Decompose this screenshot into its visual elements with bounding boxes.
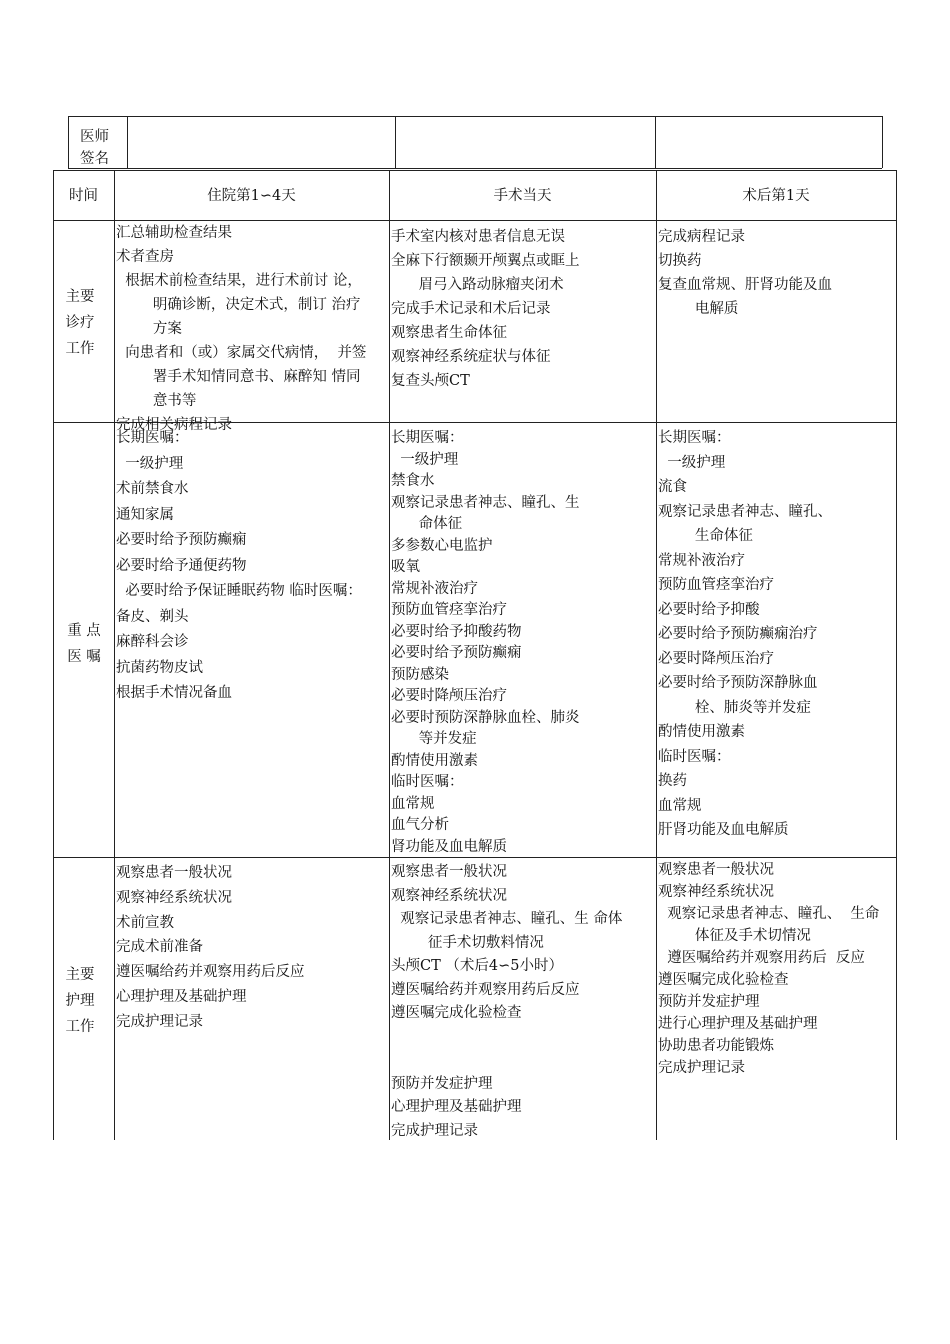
text-line: 切换药: [658, 253, 702, 269]
text-line: 署手术知情同意书、麻醉知 情同: [116, 369, 361, 385]
cell-main-work-col2: [391, 225, 580, 393]
sig-divider-1: [127, 116, 128, 168]
text-line: 预防血管痉挛治疗: [658, 577, 774, 593]
grid-col-c: [656, 170, 657, 1140]
sig-border-bottom: [68, 168, 882, 169]
text-line: 体征及手术切情况: [658, 928, 811, 944]
text-line: 遵医嘱给药并观察用药后反应: [116, 964, 305, 981]
text-line: 完成护理记录: [658, 1060, 745, 1076]
text-line: 完成术前准备: [116, 939, 203, 956]
text-line: 生命体征: [658, 528, 753, 544]
text-line: 预防血管痉挛治疗: [391, 602, 507, 618]
text-line: 遵医嘱给药并观察用药后 反应: [658, 950, 865, 966]
text-line: 一级护理: [391, 451, 459, 468]
text-line: 必要时给予保证睡眠药物 临时医嘱：: [116, 583, 362, 599]
text-line: [391, 1026, 622, 1050]
text-line: 手术室内核对患者信息无误: [391, 229, 565, 245]
text-line: 观察神经系统状况: [658, 884, 774, 900]
sig-border-top: [68, 116, 882, 117]
label-line: 诊疗: [65, 315, 95, 331]
text-line: 遵医嘱给药并观察用药后反应: [391, 981, 580, 998]
text-line: 术者查房: [116, 249, 174, 265]
text-line: 吸氧: [391, 559, 420, 575]
text-line: 血气分析: [391, 817, 449, 833]
text-line: 观察神经系统状况: [391, 887, 507, 904]
text-line: 必要时给予通便药物: [116, 557, 247, 574]
text-line: 复查头颅CT: [391, 373, 470, 389]
text-line: 观察患者生命体征: [391, 325, 507, 341]
text-line: 汇总辅助检查结果: [116, 225, 232, 241]
label-line: 医 嘱: [67, 649, 101, 665]
text-line: 常规补液治疗: [391, 580, 478, 597]
header-col2: 手术当天: [493, 188, 552, 204]
text-line: 协助患者功能锻炼: [658, 1038, 774, 1054]
cell-nursing-col3: [658, 859, 879, 1079]
text-line: 长期医嘱：: [658, 430, 731, 446]
text-line: 必要时给予抑酸药物: [391, 623, 522, 640]
label-line: 工作: [65, 1019, 95, 1035]
text-line: 遵医嘱完成化验检查: [391, 1005, 522, 1021]
text-line: 根据术前检查结果，进行术前讨 论，: [116, 273, 362, 289]
text-line: 必要时给予抑酸: [658, 601, 760, 618]
text-line: 肝肾功能及血电解质: [658, 822, 789, 838]
text-line: 备皮、剃头: [116, 608, 189, 625]
text-line: 必要时给予预防癫痫治疗: [658, 626, 818, 642]
label-line: 工作: [65, 341, 95, 357]
text-line: 栓、肺炎等并发症: [658, 699, 811, 716]
header-col3: 术后第1天: [742, 188, 810, 204]
text-line: 复查血常规、肝肾功能及血: [658, 277, 832, 293]
header-time: 时间: [69, 188, 98, 204]
cell-nursing-col1: [116, 861, 305, 1035]
text-line: 常规补液治疗: [658, 552, 745, 569]
cell-main-work-col1: [116, 221, 366, 437]
text-line: 根据手术情况备血: [116, 685, 232, 701]
text-line: 酌情使用激素: [658, 724, 745, 740]
cell-key-orders-col3: [658, 426, 832, 843]
text-line: 酌情使用激素: [391, 752, 478, 769]
text-line: 全麻下行额颞开颅翼点或眶上: [391, 253, 580, 269]
text-line: 观察患者一般状况: [116, 865, 232, 881]
text-line: 心理护理及基础护理: [116, 988, 247, 1005]
grid-top: [53, 170, 897, 171]
label-line: 主要: [65, 967, 95, 983]
sig-divider-3: [655, 116, 656, 168]
text-line: 必要时给予预防癫痫: [116, 532, 247, 548]
text-line: 禁食水: [391, 473, 435, 489]
cell-main-work-col3: [658, 225, 832, 321]
text-line: 术前宣教: [116, 914, 174, 931]
text-line: 观察神经系统症状与体征: [391, 349, 551, 365]
text-line: 完成相关病程记录: [116, 417, 232, 433]
text-line: 必要时给予预防深静脉血: [658, 675, 818, 691]
text-line: 预防并发症护理: [391, 1075, 493, 1092]
text-line: 换药: [658, 773, 687, 789]
text-line: 必要时预防深静脉血栓、肺炎: [391, 709, 580, 726]
sig-divider-2: [395, 116, 396, 168]
text-line: 观察记录患者神志、瞳孔、 生命: [658, 906, 880, 922]
text-line: 通知家属: [116, 506, 174, 523]
text-line: 必要时降颅压治疗: [658, 650, 774, 667]
text-line: 进行心理护理及基础护理: [658, 1016, 818, 1032]
sig-border-left: [68, 116, 69, 168]
text-line: 心理护理及基础护理: [391, 1099, 522, 1115]
text-line: 遵医嘱完成化验检查: [658, 972, 789, 988]
text-line: 完成护理记录: [116, 1013, 203, 1030]
text-line: 长期医嘱：: [116, 430, 189, 446]
text-line: 一级护理: [658, 454, 726, 471]
text-line: 观察神经系统状况: [116, 889, 232, 906]
signature-label-line1: 医师: [80, 129, 109, 145]
text-line: 眉弓入路动脉瘤夹闭术: [391, 277, 564, 293]
text-line: 多参数心电监护: [391, 537, 493, 554]
signature-label-line2: 签名: [80, 151, 109, 167]
cell-key-orders-col2: [391, 428, 580, 858]
text-line: 电解质: [658, 301, 739, 317]
text-line: 流食: [658, 479, 687, 495]
text-line: 血常规: [391, 795, 435, 812]
text-line: 临时医嘱：: [658, 748, 731, 765]
text-line: 完成病程记录: [658, 229, 745, 245]
text-line: 方案: [116, 321, 182, 337]
row-label-nursing: [53, 962, 107, 1040]
text-line: 观察记录患者神志、瞳孔、生: [391, 494, 580, 511]
text-line: 征手术切敷料情况: [391, 934, 544, 951]
text-line: 一级护理: [116, 455, 184, 472]
text-line: 命体征: [391, 516, 463, 532]
text-line: 预防并发症护理: [658, 994, 760, 1010]
text-line: 头颅CT （术后4∽5小时）: [391, 958, 563, 974]
text-line: 意书等: [116, 393, 197, 409]
text-line: 观察记录患者神志、瞳孔、生 命体: [391, 911, 623, 927]
text-line: 等并发症: [391, 731, 477, 747]
text-line: 向患者和（或）家属交代病情， 并签: [116, 345, 367, 361]
grid-right: [896, 170, 897, 1140]
text-line: 观察记录患者神志、瞳孔、: [658, 503, 832, 520]
text-line: 观察患者一般状况: [658, 862, 774, 878]
sig-border-right: [882, 116, 883, 168]
label-line: 护理: [65, 993, 95, 1009]
text-line: 临时医嘱：: [391, 774, 464, 790]
label-line: 主要: [65, 289, 95, 305]
text-line: 必要时降颅压治疗: [391, 688, 507, 704]
cell-nursing-col2: [391, 861, 622, 1143]
text-line: 肾功能及血电解质: [391, 838, 507, 855]
text-line: 术前禁食水: [116, 481, 189, 497]
signature-label: [80, 126, 109, 170]
text-line: 麻醉科会诊: [116, 634, 189, 650]
text-line: [391, 1049, 622, 1073]
text-line: 明确诊断，决定术式，制订 治疗: [116, 297, 361, 313]
text-line: 完成手术记录和术后记录: [391, 301, 551, 317]
text-line: 观察患者一般状况: [391, 864, 507, 880]
text-line: 预防感染: [391, 666, 449, 683]
grid-col-b: [389, 170, 390, 1140]
text-line: 抗菌药物皮试: [116, 659, 203, 676]
cell-key-orders-col1: [116, 426, 362, 707]
text-line: 必要时给予预防癫痫: [391, 645, 522, 661]
label-line: 重 点: [67, 623, 101, 639]
row-label-main-work: [53, 284, 107, 362]
text-line: 完成护理记录: [391, 1122, 478, 1139]
header-col1: 住院第1∽4天: [207, 188, 296, 204]
text-line: 长期医嘱：: [391, 430, 464, 446]
row-label-key-orders: [53, 618, 115, 670]
text-line: 血常规: [658, 797, 702, 814]
